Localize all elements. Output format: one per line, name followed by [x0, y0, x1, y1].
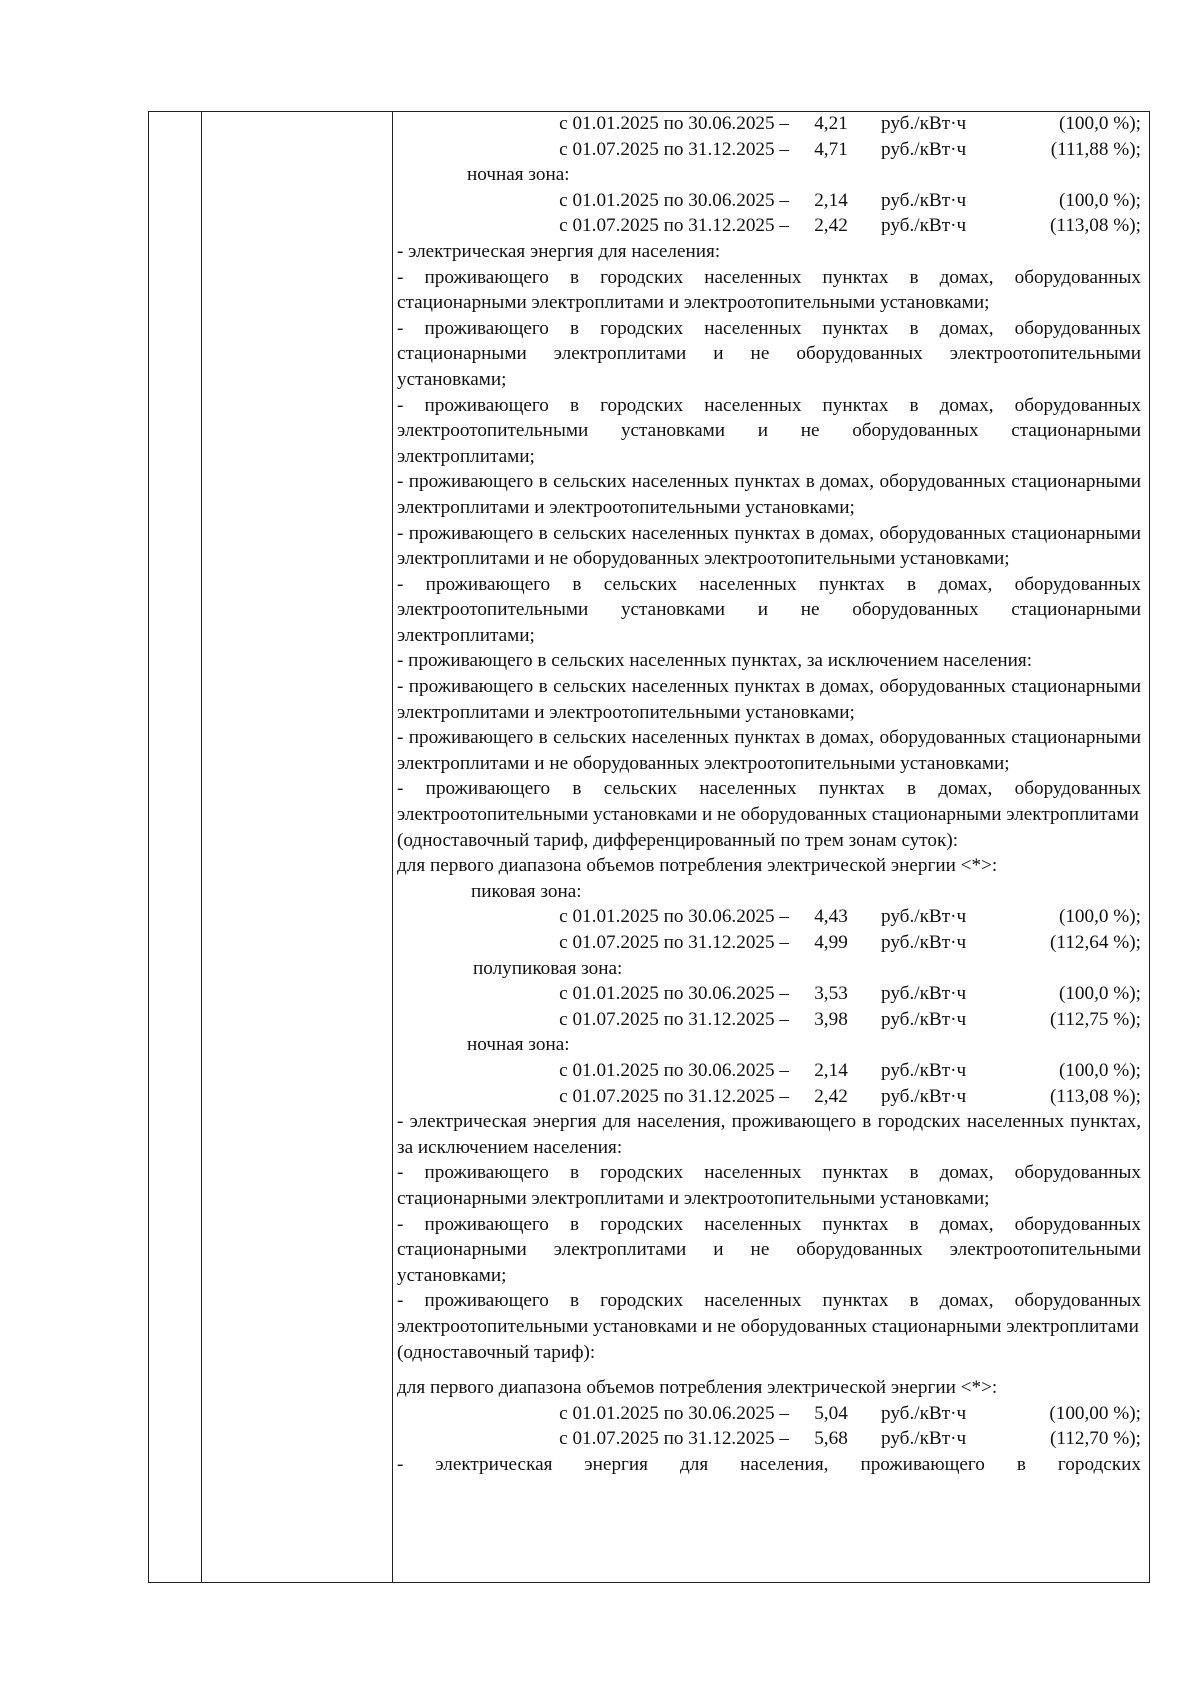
tariff-row	[397, 930, 1141, 956]
tariff-value: 2,14	[814, 1059, 848, 1081]
category-paragraph: - проживающего в сельских населенных пунктах в домах, оборудованных стационарными электроплитами и электроотопительными установками;	[397, 676, 1141, 723]
category-paragraph: - проживающего в сельских населенных пунктах в домах, оборудованных электроотопительными установками и не оборудованных стационарными электроплитами;	[397, 573, 1141, 646]
tariff-unit: руб./кВт·ч	[881, 113, 967, 134]
tariff-unit: руб./кВт·ч	[881, 215, 967, 237]
category-paragraph-continued: - электрическая энергия для населения, проживающего в городских	[397, 1453, 1141, 1475]
spacer	[397, 1365, 1141, 1375]
column-divider-2	[392, 112, 393, 1582]
tariff-value: 4,99	[814, 932, 848, 953]
zone-label-night: ночная зона:	[467, 1034, 570, 1056]
column-divider-1	[201, 112, 202, 1582]
tariff-percent: (100,0 %);	[1058, 189, 1141, 211]
tariff-unit: руб./кВт·ч	[881, 1428, 967, 1450]
category-paragraph: - электрическая энергия для населения, проживающего в городских населенных пунктах, за исключением населения:	[397, 1111, 1141, 1158]
category-paragraph: - проживающего в сельских населенных пунктах в домах, оборудованных стационарными электроплитами и электроотопительными установками;	[397, 471, 1141, 518]
tariff-percent: (100,0 %);	[1058, 906, 1141, 928]
tariff-row	[397, 188, 1141, 214]
tariff-value: 4,71	[814, 138, 848, 160]
tariff-value: 5,04	[814, 1402, 848, 1424]
tariff-row	[397, 981, 1141, 1007]
tariff-unit: руб./кВт·ч	[881, 1402, 967, 1424]
tariff-row	[397, 111, 1141, 137]
tariff-period: с 01.07.2025 по 31.12.2025 –	[559, 1428, 789, 1450]
category-paragraph: - проживающего в сельских населенных пунктах в домах, оборудованных стационарными электроплитами и не оборудованных электроотопительными установками;	[397, 522, 1141, 570]
category-paragraph: - проживающего в сельских населенных пунктах, за исключением населения:	[397, 650, 1033, 672]
category-paragraph: - проживающего в городских населенных пунктах в домах, оборудованных стационарными электроплитами и не оборудованных электроотопительными установками;	[397, 1213, 1141, 1286]
tariff-period: с 01.07.2025 по 31.12.2025 –	[559, 1085, 789, 1107]
tariff-period: с 01.01.2025 по 30.06.2025 –	[559, 113, 789, 134]
tariff-percent: (112,64 %);	[1050, 932, 1141, 953]
tariff-percent: (113,08 %);	[1050, 215, 1141, 237]
zone-label-night: ночная зона:	[467, 164, 570, 186]
tariff-period: с 01.01.2025 по 30.06.2025 –	[559, 1402, 789, 1424]
consumption-range-label: для первого диапазона объемов потребления электрической энергии <*>:	[397, 1377, 998, 1399]
category-paragraph: - проживающего в городских населенных пунктах в домах, оборудованных стационарными электроплитами и не оборудованных электроотопительными установками;	[397, 317, 1141, 390]
tariff-percent: (113,08 %);	[1050, 1085, 1141, 1107]
tariff-percent: (100,0 %);	[1058, 983, 1141, 1005]
tariff-period: с 01.01.2025 по 30.06.2025 –	[559, 983, 789, 1005]
zone-label-semipeak: полупиковая зона:	[473, 957, 623, 979]
tariff-row	[397, 1084, 1141, 1110]
tariff-row	[397, 904, 1141, 930]
tariff-value: 2,42	[814, 215, 848, 237]
tariff-percent: (100,00 %);	[1049, 1402, 1141, 1424]
tariff-value: 4,21	[814, 113, 848, 134]
tariff-value: 4,43	[814, 906, 848, 928]
tariff-row	[397, 213, 1141, 239]
tariff-description-cell	[397, 111, 1141, 1477]
tariff-row	[397, 1401, 1141, 1427]
category-paragraph: - проживающего в сельских населенных пунктах в домах, оборудованных стационарными электроплитами и не оборудованных электроотопительными установками;	[397, 727, 1141, 774]
tariff-percent: (100,0 %);	[1058, 1059, 1141, 1081]
tariff-unit: руб./кВт·ч	[881, 932, 967, 953]
tariff-percent: (112,75 %);	[1050, 1008, 1141, 1030]
zone-label-peak: пиковая зона:	[471, 880, 582, 902]
tariff-unit: руб./кВт·ч	[881, 1059, 967, 1081]
tariff-period: с 01.01.2025 по 30.06.2025 –	[559, 1059, 789, 1081]
tariff-row	[397, 137, 1141, 163]
category-paragraph: - электрическая энергия для населения:	[397, 240, 721, 262]
tariff-value: 3,53	[814, 983, 848, 1005]
tariff-type-note: (одноставочный тариф, дифференцированный по трем зонам суток):	[397, 829, 959, 851]
category-paragraph: - проживающего в городских населенных пунктах в домах, оборудованных стационарными электроплитами и электроотопительными установками;	[397, 266, 1141, 314]
tariff-percent: (100,0 %);	[1058, 113, 1141, 134]
tariff-value: 3,98	[814, 1008, 848, 1030]
tariff-period: с 01.07.2025 по 31.12.2025 –	[559, 215, 789, 237]
tariff-period: с 01.07.2025 по 31.12.2025 –	[559, 1008, 789, 1030]
category-paragraph: - проживающего в городских населенных пунктах в домах, оборудованных стационарными электроплитами и электроотопительными установками;	[397, 1162, 1141, 1209]
tariff-percent: (112,70 %);	[1050, 1428, 1141, 1450]
tariff-period: с 01.07.2025 по 31.12.2025 –	[559, 138, 789, 160]
tariff-percent: (111,88 %);	[1050, 138, 1141, 160]
tariff-unit: руб./кВт·ч	[881, 1008, 967, 1030]
category-paragraph: - проживающего в городских населенных пунктах в домах, оборудованных электроотопительными установками и не оборудованных стационарными электроплитами;	[397, 394, 1141, 467]
tariff-value: 2,14	[814, 189, 848, 211]
tariff-row	[397, 1426, 1141, 1452]
tariff-unit: руб./кВт·ч	[881, 138, 967, 160]
category-paragraph: - проживающего в сельских населенных пунктах в домах, оборудованных электроотопительными установками и не оборудованных стационарными электроплитами	[397, 778, 1141, 826]
tariff-unit: руб./кВт·ч	[881, 1085, 967, 1107]
tariff-value: 5,68	[814, 1428, 848, 1450]
tariff-unit: руб./кВт·ч	[881, 906, 967, 928]
tariff-period: с 01.01.2025 по 30.06.2025 –	[559, 189, 789, 211]
category-paragraph: - проживающего в городских населенных пунктах в домах, оборудованных электроотопительными установками и не оборудованных стационарными электроплитами	[397, 1290, 1141, 1337]
tariff-unit: руб./кВт·ч	[881, 189, 967, 211]
tariff-row	[397, 1058, 1141, 1084]
tariff-period: с 01.07.2025 по 31.12.2025 –	[559, 932, 789, 953]
tariff-type-note: (одноставочный тариф):	[397, 1341, 596, 1363]
tariff-value: 2,42	[814, 1085, 848, 1107]
tariff-row	[397, 1007, 1141, 1033]
tariff-period: с 01.01.2025 по 30.06.2025 –	[559, 906, 789, 928]
tariff-unit: руб./кВт·ч	[881, 983, 967, 1005]
consumption-range-label: для первого диапазона объемов потребления электрической энергии <*>:	[397, 855, 998, 877]
